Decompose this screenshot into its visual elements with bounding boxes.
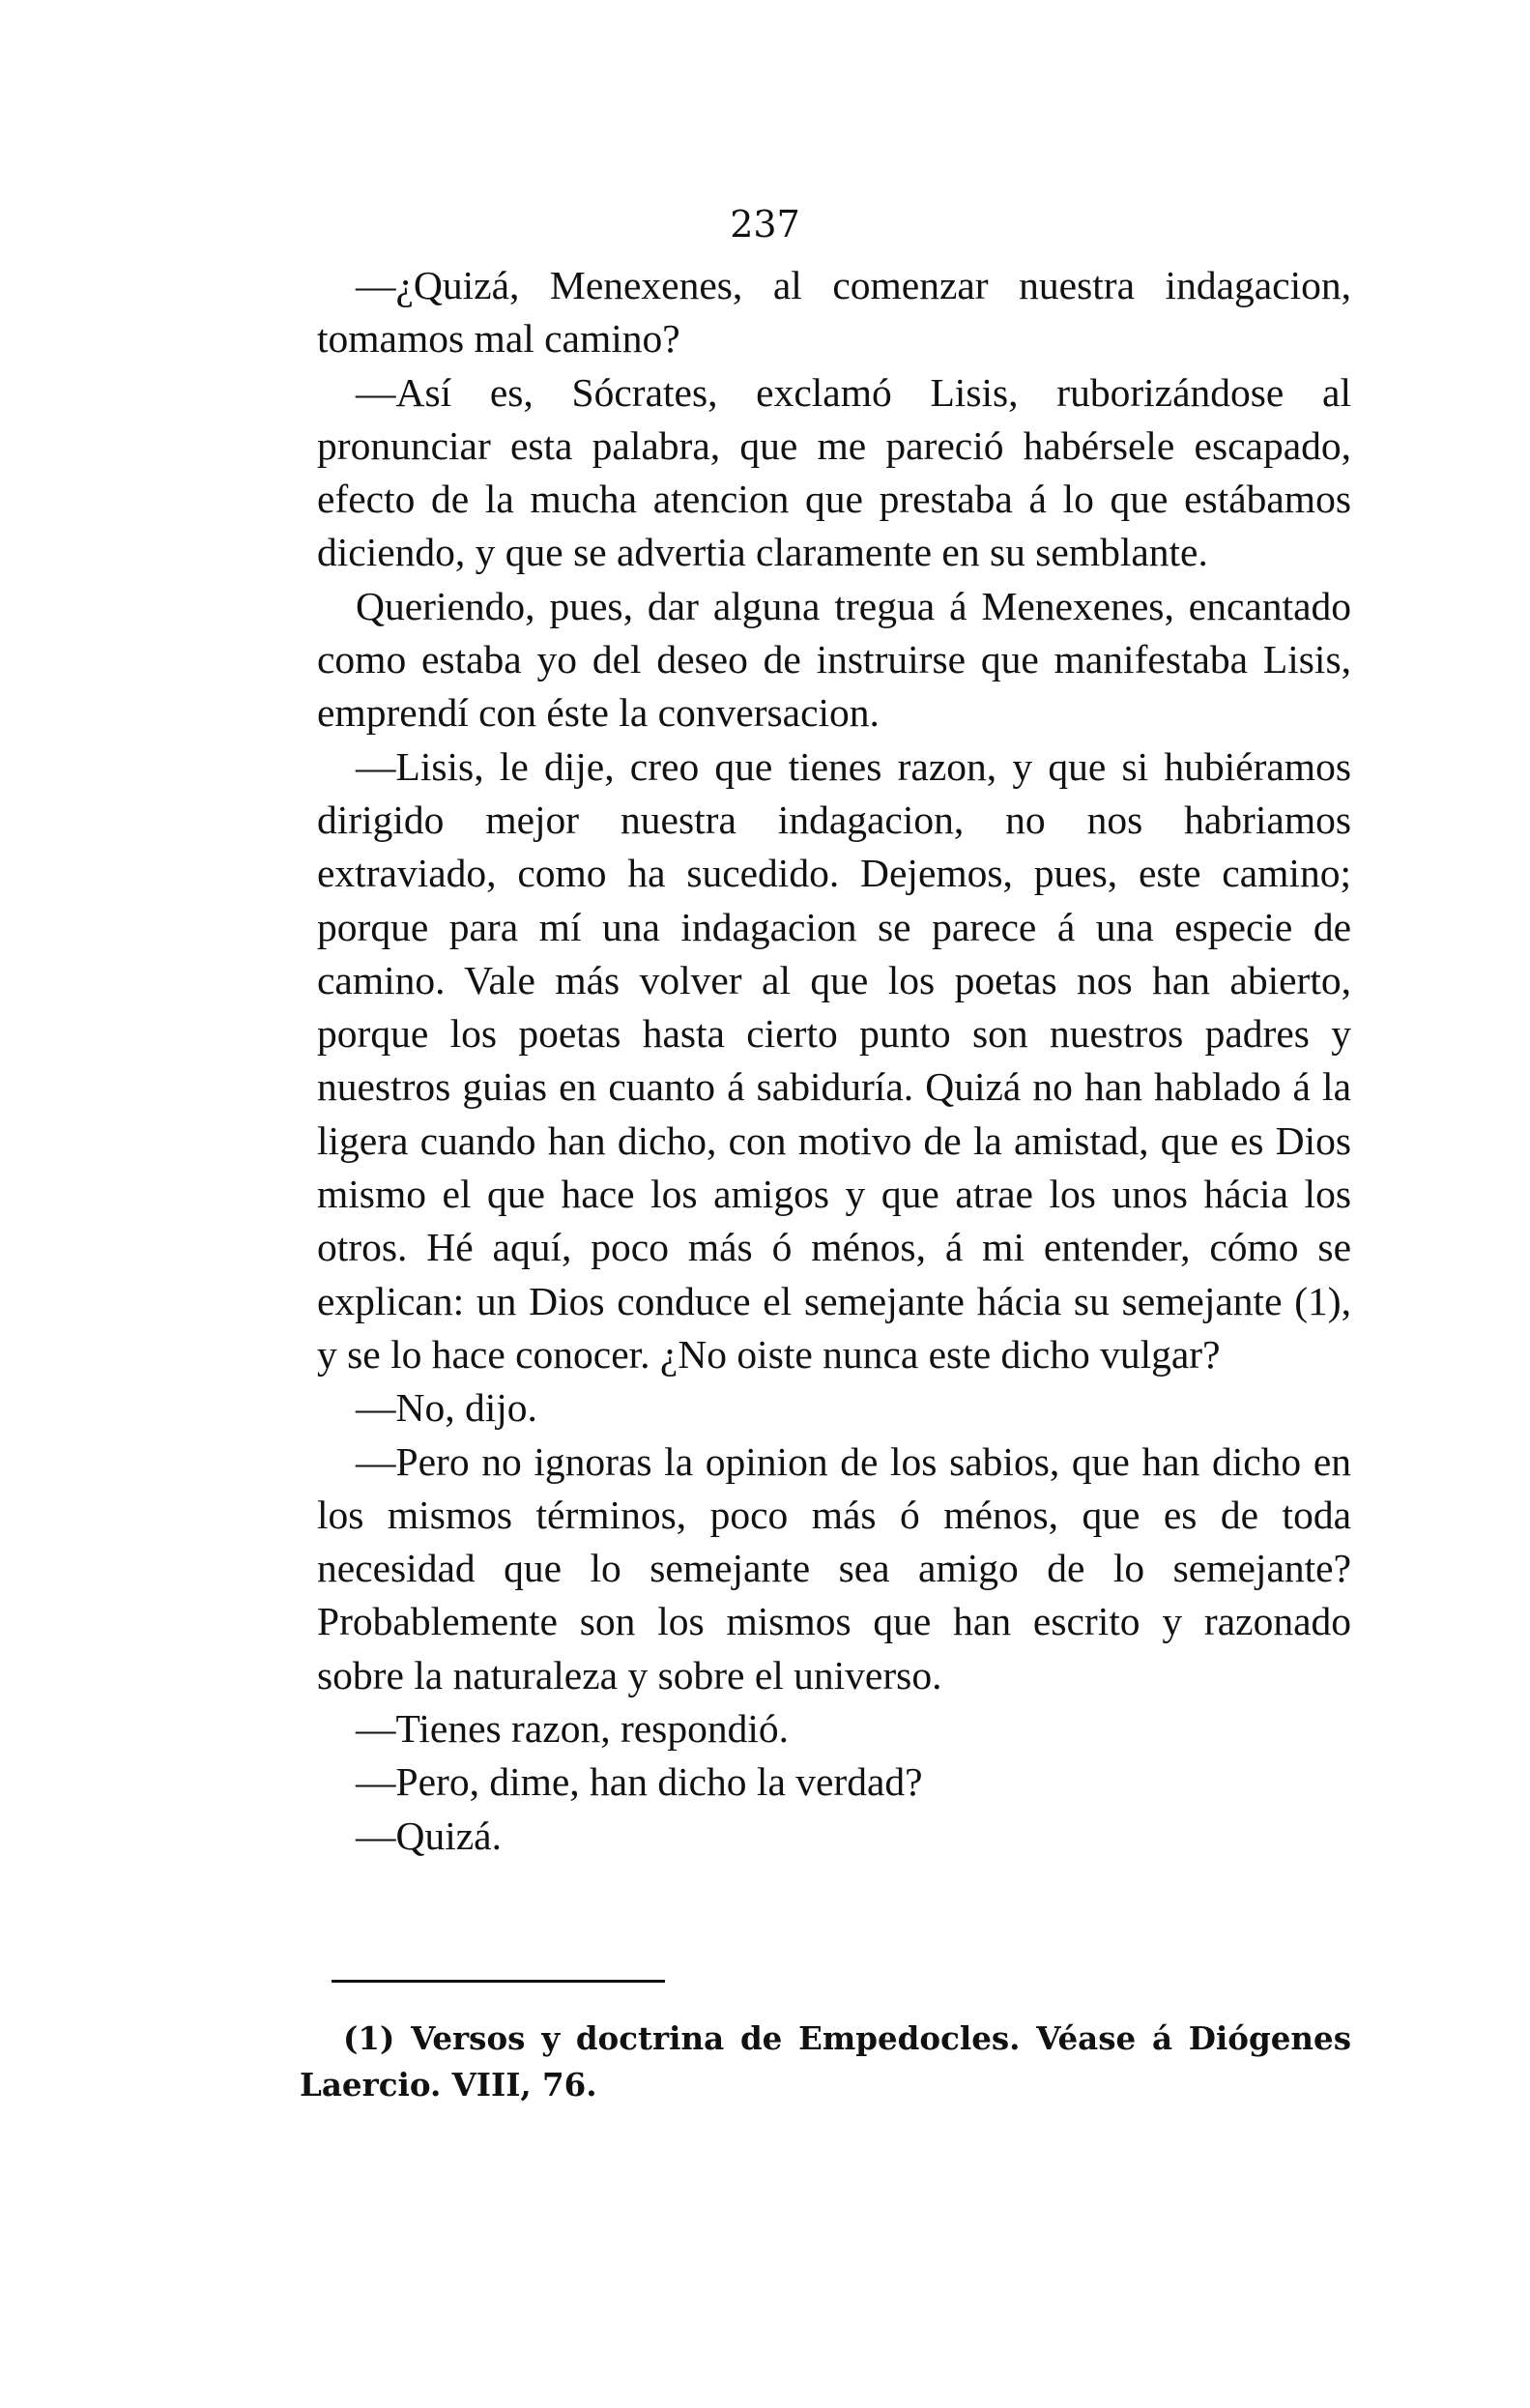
paragraph-6: —Pero no ignoras la opinion de los sabios, que han dicho en los mismos términos, poco más ó ménos, que es de toda necesidad que lo semejante sea amigo de lo semejante? Probablemente son los mismos que han escrito y razonado sobre la naturaleza y sobre el universo. (317, 1438, 1351, 1697)
paragraph-4: —Lisis, le dije, creo que tienes razon, y que si hubiéramos dirigido mejor nuestra indagacion, no nos habriamos extraviado, como ha sucedido. Dejemos, pues, este camino; porque para mí una indagacion se parece á una especie de camino. Vale más volver al que los poetas nos han abierto, porque los poetas hasta cierto punto son nuestros padres y nuestros guias en cuanto á sabiduría. Quizá no han hablado á la ligera cuando han dicho, con motivo de la amistad, que es Dios mismo el que hace los amigos y que atrae los unos hácia los otros. Hé aquí, poco más ó ménos, á mi entender, cómo se explican: un Dios conduce el semejante hácia su semejante (1), y se lo hace conocer. ¿No oiste nunca este dicho vulgar? (317, 743, 1351, 1377)
paragraph-2: —Así es, Sócrates, exclamó Lisis, ruborizándose al pronunciar esta palabra, que me pareció habérsele escapado, efecto de la mucha atencion que prestaba á lo que estábamos diciendo, y que se advertia claramente en su semblante. (317, 369, 1351, 575)
paragraph-7: —Tienes razon, respondió. (356, 1706, 789, 1752)
paragraph-9: —Quizá. (356, 1813, 502, 1858)
paragraph-3: Queriendo, pues, dar alguna tregua á Menexenes, encantado como estaba yo del deseo de instruirse que manifestaba Lisis, emprendí con éste la conversacion. (317, 583, 1351, 736)
paragraph-8: —Pero, dime, han dicho la verdad? (356, 1759, 923, 1805)
page-number: 237 (730, 203, 800, 246)
footnote: (1) Versos y doctrina de Empedocles. Véase á Diógenes Laercio. VIII, 76. (300, 2019, 1351, 2103)
body-text (317, 259, 1351, 1863)
footnote-divider (332, 1980, 665, 1983)
paragraph-5: —No, dijo. (356, 1385, 537, 1431)
paragraph-1: —¿Quizá, Menexenes, al comenzar nuestra indagacion, tomamos mal camino? (317, 263, 1351, 362)
